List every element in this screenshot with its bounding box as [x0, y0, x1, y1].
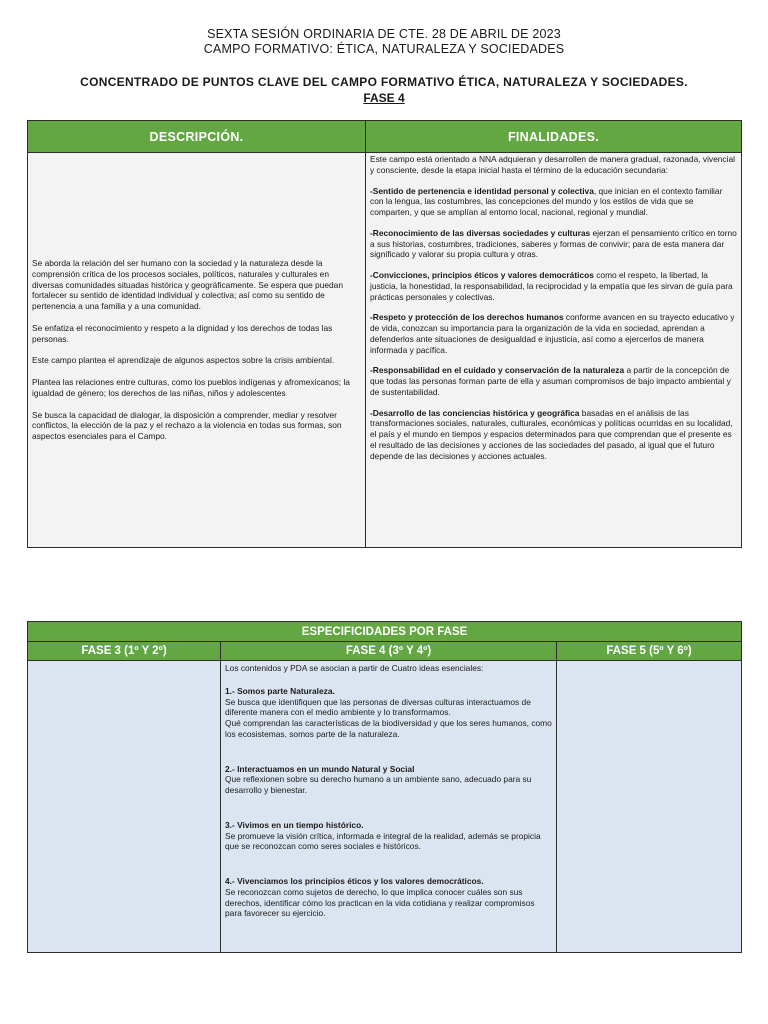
idea-title: 2.- Interactuamos en un mundo Natural y Social [225, 763, 415, 774]
goal-title: -Desarrollo de las conciencias histórica y geográfica [370, 407, 580, 418]
goal-text: como el respeto, la libertad, la justicia, la honestidad, la responsabilidad, la reciprocidad y la empatía que les sirvan de guía para prácticas personales y colectivas. [370, 270, 733, 302]
goal-title: -Responsabilidad en el cuidado y conservación de la naturaleza [370, 365, 625, 376]
description-paragraph: Se aborda la relación del ser humano con la sociedad y la naturaleza desde la comprensión crítica de los procesos sociales, políticos, naturales y culturales en diversas comunidades situadas histórica y geográficamente. Se espera que puedan fortalecer su sentido de identidad individual y colectiva; así como su sentido de pertenencia a una familia y a una comunidad. [32, 258, 343, 312]
idea-title: 3.- Vivimos en un tiempo histórico. [225, 819, 364, 830]
goal-text: ejerzan el pensamiento crítico en torno a sus historias, costumbres, tradiciones, saberes y formas de convivir; para de esta manera dar significado y valorar su propia cultura y otras. [370, 227, 737, 260]
phase-5-header: FASE 5 (5º Y 6º) [557, 642, 742, 661]
phase-4-cell [221, 661, 557, 953]
description-paragraph: Se enfatiza el reconocimiento y respeto a la dignidad y los derechos de todas las personas. [32, 322, 333, 344]
description-header: DESCRIPCIÓN. [28, 121, 366, 153]
goal-item [370, 312, 737, 355]
idea-text: Que reflexionen sobre su derecho humano a un ambiente sano, adecuado para su desarrollo y bienestar. [225, 774, 532, 795]
goal-title: -Convicciones, principios éticos y valores democráticos [370, 270, 594, 280]
goal-title: -Sentido de pertenencia e identidad personal y colectiva [370, 185, 594, 196]
idea-title: 4.- Vivenciamos los principios éticos y los valores democráticos. [225, 876, 484, 886]
goal-text: a partir de la concepción de que todas las personas forman parte de ella y asuman compromisos de bajo impacto ambiental y de sustentabilidad. [370, 365, 731, 397]
goal-item [370, 270, 737, 302]
phase-3-cell [28, 661, 221, 953]
goal-title: -Reconocimiento de las diversas sociedades y culturas [370, 227, 591, 238]
goals-cell [366, 153, 742, 548]
goal-item [370, 408, 737, 462]
description-cell [28, 153, 366, 548]
idea-text: Qué comprendan las características de la biodiversidad y que los seres humanos, como los ecosistemas, somos parte de la naturaleza. [225, 718, 552, 739]
description-paragraph: Plantea las relaciones entre culturas, como los pueblos indígenas y afromexicanos; la igualdad de género; los derechos de las niñas, niños y adolescentes [32, 377, 350, 398]
idea-title: 1.- Somos parte Naturaleza. [225, 685, 335, 696]
goal-item [370, 186, 737, 218]
goal-title: -Respeto y protección de los derechos humanos [370, 312, 564, 323]
essential-idea [225, 686, 552, 740]
idea-text: Se promueve la visión crítica, informada e integral de la realidad, además se propicia que se reconozcan como seres sociales e históricos. [225, 830, 541, 852]
essential-idea [225, 764, 552, 796]
phase-specifics-banner: ESPECIFICIDADES POR FASE [28, 622, 742, 642]
phase-5-cell [557, 661, 742, 953]
idea-text: Se reconozcan como sujetos de derecho, lo que implica conocer cuáles son sus derechos, identificar cómo los practican en la vida cotidiana y realizar compromisos para favorecer su ejercicio. [225, 886, 535, 919]
goal-text: conforme avancen en su trayecto educativo y de vida, conozcan su importancia para la organización de la vida en sociedad, aprendan a defenderlos ante situaciones de desigualdad e injusticia, así como a ejercerlos de manera informada y pacífica. [370, 312, 735, 355]
phase-specifics-table [27, 621, 742, 953]
session-line: SEXTA SESIÓN ORDINARIA DE CTE. 28 DE ABRIL DE 2023 [207, 27, 561, 41]
goal-text: basadas en el análisis de las transformaciones sociales, naturales, culturales, económicas y políticas ocurridas en su localidad, el país y el mundo en tiempos y espacios determinados para que comprendan que el presente es el resultado de las decisiones y acciones de las sociedades del pasado, al igual que el futuro depende de las decisiones y acciones actuales. [370, 407, 733, 461]
essential-idea [225, 876, 552, 919]
document-title: CONCENTRADO DE PUNTOS CLAVE DEL CAMPO FORMATIVO ÉTICA, NATURALEZA Y SOCIEDADES. [80, 75, 688, 89]
goal-text: , que inician en el contexto familiar con la lengua, las costumbres, las concepciones del mundo y los estilos de vida que se comparten, y que se amplían al entorno local, nacional, regional y mundial. [370, 185, 723, 217]
key-points-table [27, 120, 742, 548]
ideas-intro: Los contenidos y PDA se asocian a partir de Cuatro ideas esenciales: [225, 663, 484, 673]
goals-intro: Este campo está orientado a NNA adquieran y desarrollen de manera gradual, razonada, vivencial y consciente, desde la etapa inicial hasta el término de la educación secundaria: [370, 154, 735, 175]
description-paragraph: Se busca la capacidad de dialogar, la disposición a comprender, mediar y resolver conflictos, la elección de la paz y el rechazo a la violencia en todas sus formas, son aspectos esenciales para el Campo. [32, 409, 342, 442]
goal-item [370, 228, 737, 260]
phase-4-header: FASE 4 (3º Y 4º) [221, 642, 557, 661]
description-paragraph: Este campo plantea el aprendizaje de algunos aspectos sobre la crisis ambiental. [32, 355, 335, 366]
document-subtitle: FASE 4 [363, 91, 405, 105]
phase-3-header: FASE 3 (1º Y 2º) [28, 642, 221, 661]
essential-idea [225, 820, 552, 852]
field-line: CAMPO FORMATIVO: ÉTICA, NATURALEZA Y SOCIEDADES [203, 42, 565, 56]
idea-text: Se busca que identifiquen que las personas de diversas culturas interactuamos de diferente manera con el medio ambiente y lo transformamos. [225, 696, 531, 718]
goals-header: FINALIDADES. [366, 121, 742, 153]
goal-item [370, 365, 737, 397]
